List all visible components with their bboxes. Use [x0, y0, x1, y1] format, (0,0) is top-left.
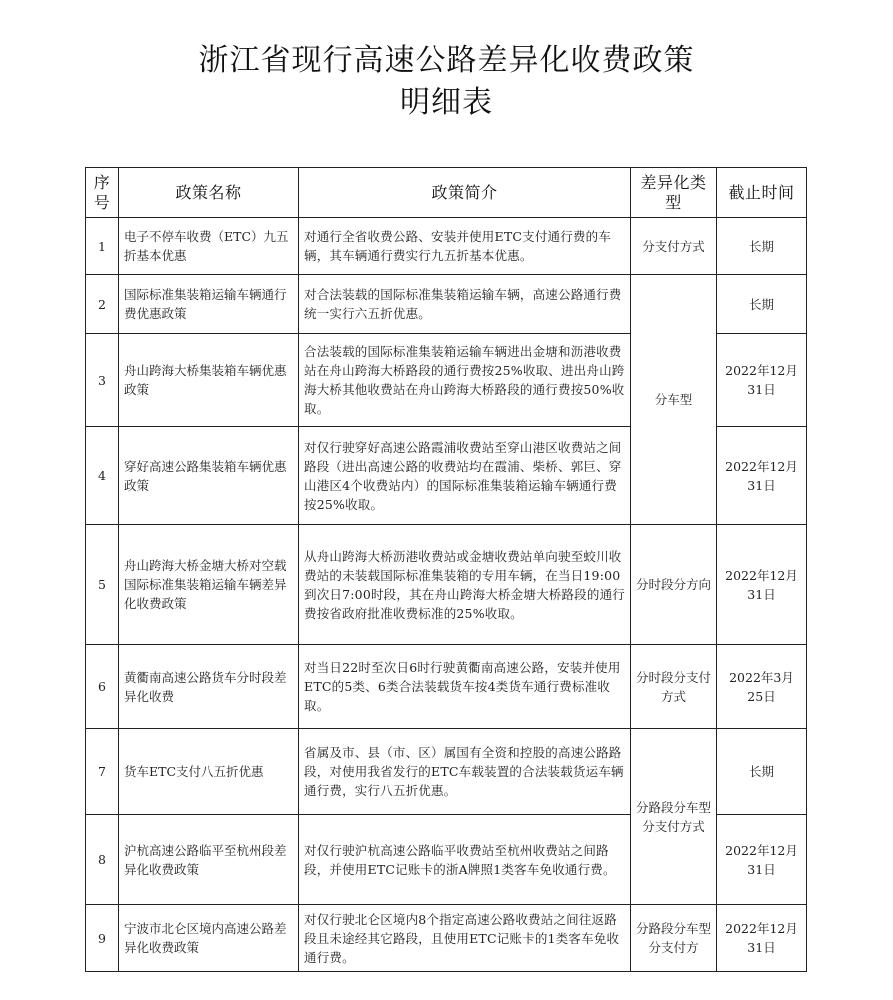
- header-name: 政策名称: [119, 168, 299, 218]
- row-deadline: 长期: [717, 218, 807, 275]
- row-deadline: 2022年12月31日: [717, 815, 807, 905]
- row-no: 1: [86, 218, 119, 275]
- table-header-row: [86, 168, 807, 218]
- header-deadline: 截止时间: [717, 168, 807, 218]
- row-no: 4: [86, 427, 119, 525]
- header-type: 差异化类型: [631, 168, 717, 218]
- row-no: 3: [86, 334, 119, 427]
- table-row: [86, 729, 807, 815]
- row-desc: 合法装载的国际标准集装箱运输车辆进出金塘和沥港收费站在舟山跨海大桥路段的通行费按25%收取、进出舟山跨海大桥其他收费站在舟山跨海大桥路段的通行费按50%收取。: [299, 334, 631, 427]
- row-name: 舟山跨海大桥集装箱车辆优惠政策: [119, 334, 299, 427]
- row-no: 5: [86, 525, 119, 645]
- row-name: 穿好高速公路集装箱车辆优惠政策: [119, 427, 299, 525]
- row-desc: 对合法装载的国际标准集装箱运输车辆，高速公路通行费统一实行六五折优惠。: [299, 275, 631, 334]
- table-row: [86, 275, 807, 334]
- row-desc: 对仅行驶沪杭高速公路临平收费站至杭州收费站之间路段，并使用ETC记账卡的浙A牌照1类客车免收通行费。: [299, 815, 631, 905]
- row-name: 舟山跨海大桥金塘大桥对空载国际标准集装箱运输车辆差异化收费政策: [119, 525, 299, 645]
- row-deadline: 长期: [717, 729, 807, 815]
- document-title: [0, 40, 893, 124]
- table-row: [86, 525, 807, 645]
- row-name: 沪杭高速公路临平至杭州段差异化收费政策: [119, 815, 299, 905]
- row-no: 2: [86, 275, 119, 334]
- row-desc: 对通行全省收费公路、安装并使用ETC支付通行费的车辆，其车辆通行费实行九五折基本优惠。: [299, 218, 631, 275]
- row-name: 黄衢南高速公路货车分时段差异化收费: [119, 645, 299, 729]
- row-desc: 对仅行驶北仑区境内8个指定高速公路收费站之间往返路段且未途经其它路段，且使用ETC记账卡的1类客车免收通行费。: [299, 905, 631, 972]
- row-type-merged: 分路段分车型分支付方式: [631, 729, 717, 905]
- row-no: 6: [86, 645, 119, 729]
- title-line-2: 明细表: [400, 85, 493, 120]
- row-deadline: 2022年12月31日: [717, 334, 807, 427]
- row-name: 国际标准集装箱运输车辆通行费优惠政策: [119, 275, 299, 334]
- row-type: 分时段分支付方式: [631, 645, 717, 729]
- policy-table: [85, 167, 807, 972]
- row-name: 货车ETC支付八五折优惠: [119, 729, 299, 815]
- row-no: 9: [86, 905, 119, 972]
- row-deadline: 2022年12月31日: [717, 905, 807, 972]
- row-type-merged: 分车型: [631, 275, 717, 525]
- row-deadline: 2022年12月31日: [717, 525, 807, 645]
- row-desc: 对当日22时至次日6时行驶黄衢南高速公路，安装并使用ETC的5类、6类合法装载货车按4类货车通行费标准收取。: [299, 645, 631, 729]
- row-desc: 从舟山跨海大桥沥港收费站或金塘收费站单向驶至蛟川收费站的未装载国际标准集装箱的专用车辆，在当日19:00到次日7:00时段，其在舟山跨海大桥金塘大桥路段的通行费按省政府批准收费标准的25%收取。: [299, 525, 631, 645]
- row-deadline: 2022年3月25日: [717, 645, 807, 729]
- row-deadline: 2022年12月31日: [717, 427, 807, 525]
- header-no: 序号: [86, 168, 119, 218]
- header-desc: 政策简介: [299, 168, 631, 218]
- row-desc: 对仅行驶穿好高速公路霞浦收费站至穿山港区收费站之间路段（进出高速公路的收费站均在霞浦、柴桥、郭巨、穿山港区4个收费站内）的国际标准集装箱运输车辆通行费按25%收取。: [299, 427, 631, 525]
- row-name: 宁波市北仑区境内高速公路差异化收费政策: [119, 905, 299, 972]
- row-desc: 省属及市、县（市、区）属国有全资和控股的高速公路路段，对使用我省发行的ETC车载装置的合法装载货运车辆通行费，实行八五折优惠。: [299, 729, 631, 815]
- row-type: 分支付方式: [631, 218, 717, 275]
- title-line-1: 浙江省现行高速公路差异化收费政策: [198, 43, 695, 78]
- row-no: 8: [86, 815, 119, 905]
- table-row: [86, 645, 807, 729]
- table-row: [86, 218, 807, 275]
- row-deadline: 长期: [717, 275, 807, 334]
- row-name: 电子不停车收费（ETC）九五折基本优惠: [119, 218, 299, 275]
- row-type: 分时段分方向: [631, 525, 717, 645]
- table-row: [86, 905, 807, 972]
- row-type: 分路段分车型分支付方: [631, 905, 717, 972]
- row-no: 7: [86, 729, 119, 815]
